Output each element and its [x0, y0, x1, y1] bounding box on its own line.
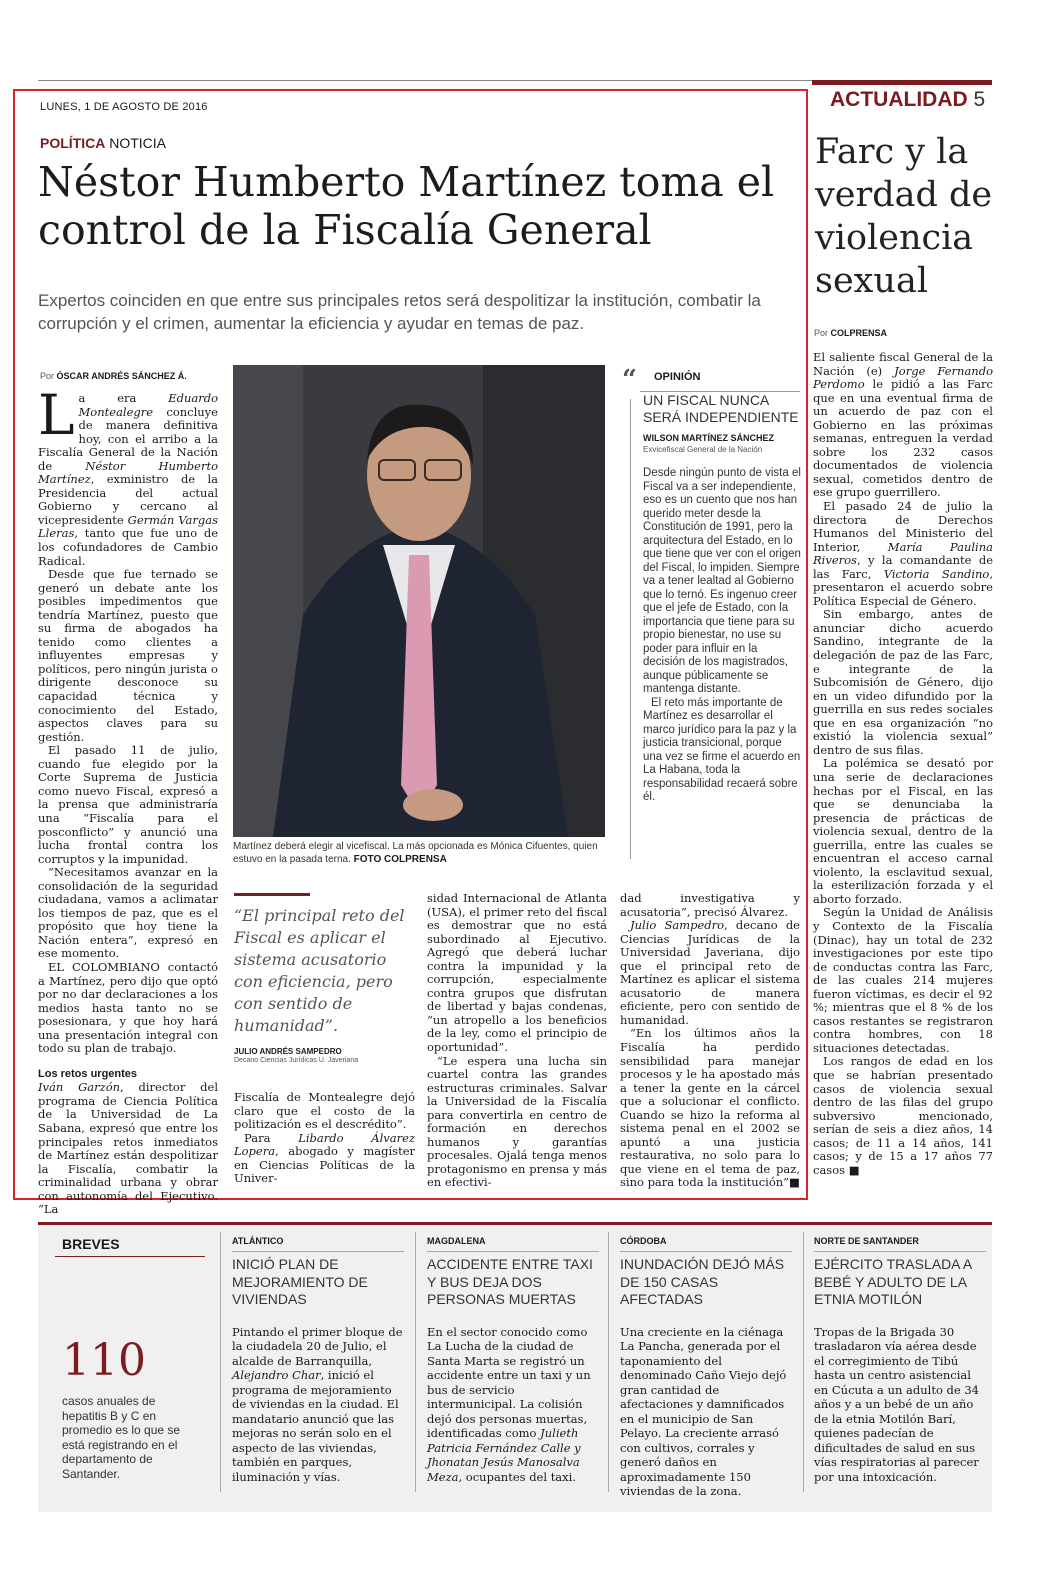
paragraph	[813, 351, 993, 500]
main-column-1	[38, 383, 218, 1217]
photo-nestor-humberto-martinez	[233, 365, 605, 837]
text: le pidió a las Farc que en una eventual firma de un acuerdo de paz con el Gobierno en las próximas semanas, entreguen la verdad sobre los 232 casos documentados de violencia sexual, cometidos dentro de ese grupo guerrillero.	[813, 377, 993, 500]
text: Pintando el primer bloque de la ciudadela 20 de Julio, el alcalde de Barranquilla,	[232, 1324, 403, 1368]
paragraph: La polémica se desató por una serie de declaraciones hechas por el Fiscal, en las que se denunciaba la presencia de prácticas de violencia sexual, dentro de la guerrilla, entre las cuales se encuentran el acceso carnal violento, la esclavitud sexual, la esterilización forzada y el aborto forzado.	[813, 756, 993, 906]
kicker-section: POLÍTICA	[40, 135, 106, 151]
opinion-text	[643, 467, 801, 805]
paragraph: Sin embargo, antes de anunciar dicho acuerdo Sandino, integrante de la delegación de paz de las Farc, e integrante de la Subcomisión de Género, dijo en un video difundido por la guerrilla en sus redes sociales que en esa organización “no existió la violencia sexual” dentro de sus filas.	[813, 607, 993, 757]
text: concluye de manera definitiva hoy, con el arribo a la Fiscalía General de la Nación de	[38, 404, 218, 473]
side-headline: Farc y la verdad de violencia sexual	[815, 132, 993, 301]
breves-divider	[220, 1232, 221, 1492]
paragraph: EL COLOMBIANO contactó a Martínez, pero dijo que optó por no dar declaraciones a los medios hasta tanto no se posesionara, y que hoy hará una presentación integral con todo su plan de trabajo.	[38, 959, 218, 1056]
breves-top-rule	[38, 1222, 992, 1225]
issue-date: LUNES, 1 DE AGOSTO DE 2016	[40, 101, 208, 113]
photo-credit: FOTO COLPRENSA	[353, 854, 447, 865]
section-header	[830, 88, 985, 112]
paragraph: Según la Unidad de Análisis y Contexto de la Fiscalía (Dinac), hay un total de 232 investigaciones por este tipo de conductas contra las Farc, de las cuales 214 mujeres fueron víctimas, es decir el 92 %; mientras que el 8 % de los casos restantes se registraron contra hombres, con 18 situaciones detectadas.	[813, 905, 993, 1055]
paragraph: Desde ningún punto de vista el Fiscal va a ser independiente, eso es un cuento que nos han querido meter desde la Constitución de 1991, pero la arquitectura del Estado, en lo que tiene que ver con el origen del Fiscal, lo impiden. Siempre va a tener lealtad al Gobierno que lo ternó. Es ingenuo creer que el jefe de Estado, con la importancia que tiene para su propio bienestar, no use su poder para influir en la decisión de los magistrados, aunque públicamente se mantenga distante.	[643, 467, 801, 695]
paragraph: El pasado 11 de julio, cuando fue elegido por la Corte Suprema de Justicia como nuevo Fiscal, expresó a la prensa que administraría una “Fiscalía para el posconflicto” y anunció una lucha frontal contra los corruptos y la impunidad.	[38, 743, 218, 866]
breves-divider	[415, 1232, 416, 1492]
byline-prefix: Por	[814, 328, 829, 338]
end-mark: ■	[789, 1175, 800, 1190]
quote-mark-icon: “	[622, 365, 637, 395]
paragraph	[620, 1027, 800, 1190]
main-column-3	[427, 892, 607, 1192]
text: Tropas de la Brigada 30 trasladaron vía aérea desde el corregimiento de Tibú hasta un centro asistencial en Cúcuta a un adulto de 34 años y a un bebé de un año de la etnia Motilón Barí, quienes padecían de dificultades de salud en sus vías respiratorias al parecer por una intoxicación.	[814, 1324, 979, 1484]
text: Para	[244, 1130, 299, 1145]
breves-divider	[608, 1232, 609, 1492]
divider	[232, 1251, 404, 1252]
stat-number: 110	[62, 1335, 146, 1386]
main-column-2	[234, 1091, 415, 1191]
pullquote: “El principal reto del Fiscal es aplicar el sistema acusatorio con eficiencia, pero con sentido de humanidad”.	[234, 906, 405, 1035]
person-name: Victoria Sandino	[883, 566, 990, 581]
caption-text: Martínez deberá elegir al vicefiscal. La más opcionada es Mónica Cifuentes, quien estuvo en la pasada terna.	[233, 841, 598, 865]
paragraph: “Le espera una lucha sin cuartel contra las grandes estructuras criminales. Salvar la Universidad de la Fiscalía para convertirla en centro de formación en derechos humanos y garantías procesales. Ojalá tenga menos protagonismo en prensa y más en efectivi-	[427, 1053, 607, 1190]
dropcap: L	[38, 383, 75, 447]
side-article-text	[813, 351, 993, 1191]
text: En el sector conocido como La Lucha de la ciudad de Santa Marta se registró un accidente entre un taxi y un bus de servicio intermunicipal. La colisión dejó dos personas muertas, identificadas como	[427, 1324, 591, 1440]
text: , inició el programa de mejoramiento de viviendas en la ciudad. El mandatario anunció que las mejoras no serán solo en el aspecto de las viviendas, también en parques, iluminación y vías.	[232, 1368, 399, 1484]
person-name: Iván Garzón	[38, 1080, 121, 1095]
text: Los rangos de edad en los que se habrían presentado casos de violencia sexual dentro de las filas del grupo subversivo mencionado, serían de seis a diez años, 14 casos; de 11 a 14 años, 141 casos; y de 15 a 17 años 77 casos	[813, 1054, 993, 1177]
pullquote-author: JULIO ANDRÉS SAMPEDRO	[234, 1047, 342, 1056]
kicker-type: NOTICIA	[109, 135, 167, 151]
opinion-box	[610, 365, 805, 875]
paragraph: El reto más importante de Martínez es desarrollar el marco jurídico para la paz y la justicia transicional, porque una vez se firme el acuerdo en La Habana, toda la responsabilidad recaerá sobre él.	[643, 696, 801, 803]
divider	[427, 1251, 599, 1252]
brief-region: NORTE DE SANTANDER	[814, 1236, 919, 1246]
text: El saliente fiscal General de la Nación (e)	[813, 350, 993, 378]
person-name: Julio Sampedro	[630, 918, 725, 933]
text: , presentaron el acuerdo sobre Política Especial de Género.	[813, 566, 993, 608]
opinion-label: OPINIÓN	[654, 371, 701, 383]
brief-text	[232, 1324, 404, 1484]
person-name: Néstor Humberto Martínez	[38, 458, 218, 487]
paragraph	[813, 1055, 993, 1177]
pullquote-rule	[234, 893, 310, 896]
paragraph	[813, 500, 993, 608]
brief-region: CÓRDOBA	[620, 1236, 667, 1246]
text: a era	[78, 391, 169, 405]
text: , director del programa de Ciencia Política de la Universidad de La Sabana, expresó que entre los principales retos inmediatos de Martínez están despolitizar la Fiscalía, combatir la criminalidad urbana y obrar con autonomía del Ejecutivo. “La	[38, 1080, 218, 1217]
opinion-author-role: Exvicefiscal General de la Nación	[643, 445, 763, 454]
text: , exministro de la Presidencia del actual Gobierno y cercano al vicepresidente	[38, 472, 218, 527]
kicker	[40, 135, 166, 151]
text: , y la comandante de las Farc,	[813, 553, 993, 581]
breves-divider	[803, 1232, 804, 1492]
side-byline	[814, 328, 887, 338]
person-name: Jorge Fernando Perdomo	[813, 363, 993, 392]
brief-item	[427, 1236, 599, 1484]
text: , ocupantes del taxi.	[458, 1469, 576, 1484]
main-headline: Néstor Humberto Martínez toma el control de la Fiscalía General	[38, 158, 775, 254]
person-name: Libardo Álvarez Lopera	[234, 1130, 416, 1159]
brief-item	[814, 1236, 986, 1484]
text: , decano de Ciencias Jurídicas de la Universidad Javeriana, dijo que el principal reto de Martínez es aplicar el sistema acusatorio de manera eficiente, pero con sentido de humanidad.	[620, 918, 800, 1027]
text: , abogado y magíster en Ciencias Políticas de la Univer-	[234, 1144, 415, 1186]
brief-text	[620, 1324, 792, 1498]
opinion-side-rule	[630, 399, 631, 859]
paragraph	[38, 1081, 218, 1216]
text: “En los últimos años la Fiscalía ha perdido sensibilidad para manejar procesos y le ha apostado más a tener la gente en la cárcel que a solucionar el conflicto. Cuando se hizo la reforma al sistema penal en el 2002 se apuntó a una justicia restaurativa, no solo para lo que viene en el tema de paz, sino para toda la institución”	[620, 1026, 800, 1190]
section-rule	[812, 80, 992, 85]
brief-title: INUNDACIÓN DEJÓ MÁS DE 150 CASAS AFECTADAS	[620, 1256, 785, 1307]
paragraph	[234, 1132, 415, 1186]
brief-region: ATLÁNTICO	[232, 1236, 284, 1246]
divider	[814, 1251, 986, 1252]
brief-title: ACCIDENTE ENTRE TAXI Y BUS DEJA DOS PERSONAS MUERTAS	[427, 1256, 593, 1307]
breves-label-rule	[55, 1256, 205, 1257]
brief-title: INICIÓ PLAN DE MEJORAMIENTO DE VIVIENDAS	[232, 1256, 368, 1307]
divider	[620, 1251, 792, 1252]
brief-region: MAGDALENA	[427, 1236, 486, 1246]
paragraph: sidad Internacional de Atlanta (USA), el primer reto del fiscal es demostrar que no está subordinado al Ejecutivo. Agregó que deberá luchar contra la impunidad y la corrupción, especialmente contra grupos que disfrutan de libertad y bajas condenas, “un atropello a los beneficios de la ley, como el principio de oportunidad”.	[427, 891, 607, 1055]
end-mark: ■	[848, 1162, 860, 1177]
photo-caption	[233, 840, 605, 866]
brief-text	[814, 1324, 986, 1484]
person-name: Julieth Patricia Fernández Calle y Jhonatan Jesús Manosalva Meza	[427, 1426, 581, 1484]
person-name: María Paulina Riveros	[813, 539, 993, 568]
opinion-title: UN FISCAL NUNCA SERÁ INDEPENDIENTE	[643, 392, 799, 425]
person-name: Alejandro Char	[232, 1368, 321, 1382]
brief-item	[620, 1236, 792, 1498]
brief-title: EJÉRCITO TRASLADA A BEBÉ Y ADULTO DE LA ETNIA MOTILÓN	[814, 1256, 972, 1307]
brief-item	[232, 1236, 404, 1484]
stat-text: casos anuales de hepatitis B y C en promedio es lo que se está registrando en el departamento de Santander.	[62, 1394, 181, 1481]
brief-text	[427, 1324, 599, 1484]
paragraph	[620, 919, 800, 1027]
subhead: Los retos urgentes	[38, 1067, 138, 1080]
paragraph: Fiscalía de Montealegre dejó claro que el costo de la politización es el descrédito”.	[234, 1090, 415, 1132]
text: El pasado 24 de julio la directora de Derechos Humanos del Ministerio del Interior,	[813, 499, 993, 554]
main-column-4	[620, 892, 800, 1192]
main-byline	[40, 371, 187, 381]
paragraph: Desde que fue ternado se generó un debate ante los posibles impedimentos que tendría Martínez, puesto que su firma de abogados ha tenido como clientes a influyentes empresas y políticos, pero ningún jurista o dirigente desconoce su capacidad técnica y conocimiento del Estado, aspectos claves para su gestión.	[38, 567, 218, 744]
paragraph: “Necesitamos avanzar en la consolidación de la seguridad ciudadana, vamos a aclimatar los tiempos de paz, que es el propósito que hoy tiene la Nación entera”, expresó en ese momento.	[38, 865, 218, 961]
byline-name: ÓSCAR ANDRÉS SÁNCHEZ Á.	[56, 371, 187, 381]
main-deck: Expertos coinciden en que entre sus principales retos será despolitizar la institución, combatir la corrupción y el crimen, aumentar la eficiencia y ayudar en temas de paz.	[38, 291, 761, 333]
portrait-illustration	[233, 365, 605, 837]
person-name: Germán Vargas Lleras	[38, 512, 218, 541]
text: , tanto que fue uno de los cofundadores de Cambio Radical.	[38, 526, 218, 568]
breves-label: BREVES	[62, 1236, 120, 1252]
section-label: ACTUALIDAD	[830, 88, 968, 111]
byline-name: COLPRENSA	[830, 328, 888, 338]
byline-prefix: Por	[40, 371, 55, 381]
text: Una creciente en la ciénaga La Pancha, generada por el taponamiento del denominado Caño Viejo dejó gran cantidad de afectaciones y damnificados en el municipio de San Pelayo. La creciente arrasó con cultivos, corrales y generó daños en aproximadamente 150 viviendas de la zona.	[620, 1324, 787, 1498]
paragraph: dad investigativa y acusatoria”, precisó Álvarez.	[620, 891, 800, 919]
opinion-author: WILSON MARTÍNEZ SÁNCHEZ	[643, 433, 774, 443]
page-number: 5	[973, 88, 986, 111]
person-name: Eduardo Montealegre	[78, 391, 218, 419]
pullquote-role: Decano Ciencias Jurídicas U. Javeriana	[234, 1057, 359, 1064]
